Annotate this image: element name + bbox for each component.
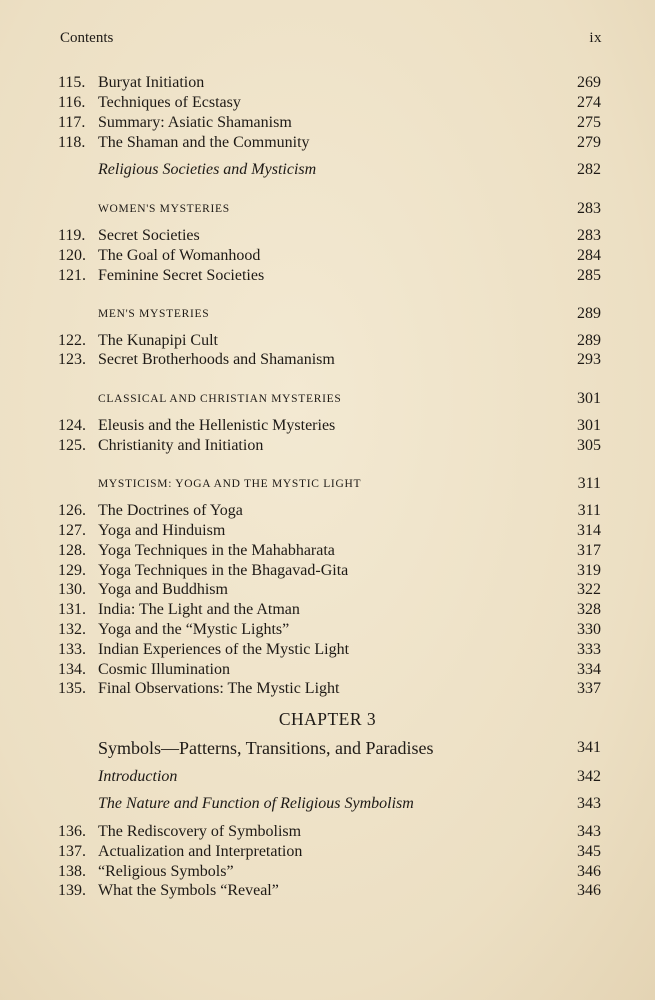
toc-entry-number: 122. (58, 332, 86, 349)
toc-entry (58, 679, 601, 699)
toc-entry-title: What the Symbols “Reveal” (98, 882, 279, 899)
toc-entry-title: Cosmic Illumination (98, 661, 230, 678)
toc-entry (58, 113, 601, 133)
toc-entry (58, 226, 601, 246)
toc-entry-title: Christianity and Initiation (98, 437, 264, 454)
toc-entry-number: 128. (58, 542, 86, 559)
toc-entry-title: India: The Light and the Atman (98, 601, 300, 618)
toc-entry-number: 132. (58, 621, 86, 638)
toc-entry-number: 121. (58, 267, 86, 284)
toc-entry-title: The Doctrines of Yoga (98, 502, 243, 519)
toc-entry-title: Introduction (98, 768, 178, 785)
toc-entry-number: 125. (58, 437, 86, 454)
toc-entry-title: Buryat Initiation (98, 74, 205, 91)
toc-entry-page: 333 (577, 641, 601, 658)
toc-section-heading (58, 738, 601, 758)
toc-entry-number: 126. (58, 502, 86, 519)
toc-entry-page: 275 (577, 114, 601, 131)
toc-entry-title: Eleusis and the Hellenistic Mysteries (98, 417, 336, 434)
toc-entry (58, 842, 601, 862)
toc-entry (58, 436, 601, 456)
toc-entry-title: Yoga and the “Mystic Lights” (98, 621, 290, 638)
toc-entry-title: Symbols—Patterns, Transitions, and Paradises (98, 738, 434, 758)
toc-entry-page: 289 (577, 305, 601, 322)
toc-entry-page: 282 (577, 161, 601, 178)
toc-entry (58, 416, 601, 436)
toc-entry (58, 266, 601, 286)
toc-entry (58, 501, 601, 521)
toc-entry-page: 289 (577, 332, 601, 349)
toc-entry (58, 881, 601, 901)
toc-entry-page: 311 (577, 502, 601, 519)
toc-section-heading (58, 767, 601, 787)
toc-entry-title: Yoga and Buddhism (98, 581, 228, 598)
toc-entry-title: The Rediscovery of Symbolism (98, 823, 302, 840)
toc-entry-title: The Shaman and the Community (98, 134, 310, 151)
toc-entry-number: 139. (58, 882, 86, 899)
toc-entry-page: 301 (577, 417, 601, 434)
toc-section-heading (58, 304, 601, 324)
toc-entry-title: “Religious Symbols” (98, 863, 234, 880)
toc-entry-page: 346 (577, 863, 601, 880)
toc-entry-page: 314 (577, 522, 601, 539)
toc-entry-page: 285 (577, 267, 601, 284)
page-number: ix (589, 30, 602, 46)
toc-entry (58, 640, 601, 660)
toc-entry-title: Yoga Techniques in the Bhagavad-Gita (98, 562, 349, 579)
toc-entry-number: 118. (58, 134, 86, 151)
toc-entry-page: 343 (577, 795, 601, 812)
toc-entry-number: 119. (58, 227, 86, 244)
toc-entry (58, 350, 601, 370)
toc-entry (58, 521, 601, 541)
toc-entry-page: 305 (577, 437, 601, 454)
toc-entry (58, 133, 601, 153)
toc-entry-page: 343 (577, 823, 601, 840)
toc-entry (58, 73, 601, 93)
toc-entry-page: 341 (577, 739, 601, 756)
toc-entry-page: 283 (577, 200, 601, 217)
toc-entry-title: Feminine Secret Societies (98, 267, 265, 284)
toc-entry-number: 124. (58, 417, 86, 434)
toc-entry-title: WOMEN'S MYSTERIES (98, 203, 230, 215)
toc-entry-page: 337 (577, 680, 601, 697)
toc-entry (58, 600, 601, 620)
toc-entry-title: Summary: Asiatic Shamanism (98, 114, 292, 131)
toc-section-heading (58, 794, 601, 814)
toc-entry-title: Religious Societies and Mysticism (98, 161, 317, 178)
toc-entry-number: 120. (58, 247, 86, 264)
toc-entry-page: 269 (577, 74, 601, 91)
toc-section-heading (58, 160, 601, 180)
toc-entry-title: Secret Brotherhoods and Shamanism (98, 351, 335, 368)
toc-entry-title: Yoga and Hinduism (98, 522, 226, 539)
toc-entry-page: 319 (577, 562, 601, 579)
toc-entry-number: 127. (58, 522, 86, 539)
toc-entry-page: 342 (577, 768, 601, 785)
toc-entry-title: Actualization and Interpretation (98, 843, 303, 860)
toc-entry-number: 136. (58, 823, 86, 840)
toc-entry-title: MYSTICISM: YOGA AND THE MYSTIC LIGHT (98, 478, 362, 490)
toc-entry-page: 283 (577, 227, 601, 244)
toc-entry-page: 311 (577, 475, 601, 492)
toc-entry-title: Techniques of Ecstasy (98, 94, 241, 111)
toc-entry-page: 322 (577, 581, 601, 598)
toc-entry-page: 328 (577, 601, 601, 618)
toc-entry (58, 660, 601, 680)
toc-entry-title: The Goal of Womanhood (98, 247, 261, 264)
toc-entry (58, 331, 601, 351)
toc-entry-number: 115. (58, 74, 86, 91)
toc-entry-title: Final Observations: The Mystic Light (98, 680, 340, 697)
toc-entry-number: 123. (58, 351, 86, 368)
toc-entry-number: 117. (58, 114, 86, 131)
toc-entry-page: 330 (577, 621, 601, 638)
running-head-title: Contents (60, 30, 114, 46)
toc-entry-number: 116. (58, 94, 86, 111)
toc-entry-page: 346 (577, 882, 601, 899)
toc-entry (58, 561, 601, 581)
toc-section-heading (58, 199, 601, 219)
toc-entry-page: 274 (577, 94, 601, 111)
toc-entry (58, 862, 601, 882)
toc-entry-number: 129. (58, 562, 86, 579)
toc-entry-page: 301 (577, 390, 601, 407)
toc-section-heading (58, 474, 601, 494)
toc-entry-page: 334 (577, 661, 601, 678)
toc-entry-number: 137. (58, 843, 86, 860)
chapter-heading: CHAPTER 3 (278, 709, 377, 729)
toc-entry-page: 284 (577, 247, 601, 264)
running-head (60, 30, 602, 50)
toc-entry (58, 541, 601, 561)
toc-entry-number: 134. (58, 661, 86, 678)
toc-entry-page: 293 (577, 351, 601, 368)
toc-entry-title: Secret Societies (98, 227, 200, 244)
toc-entry-page: 345 (577, 843, 601, 860)
toc-entry-number: 131. (58, 601, 86, 618)
toc-entry-page: 317 (577, 542, 601, 559)
toc-entry-title: Yoga Techniques in the Mahabharata (98, 542, 335, 559)
toc-entry (58, 822, 601, 842)
toc-entry-title: MEN'S MYSTERIES (98, 308, 210, 320)
toc-entry (58, 93, 601, 113)
toc-entry-number: 130. (58, 581, 86, 598)
toc-entry-number: 133. (58, 641, 86, 658)
toc-entry-number: 135. (58, 680, 86, 697)
toc-entry-number: 138. (58, 863, 86, 880)
toc-entry-title: The Kunapipi Cult (98, 332, 218, 349)
toc-entry (58, 620, 601, 640)
toc-entry-title: CLASSICAL AND CHRISTIAN MYSTERIES (98, 393, 342, 405)
toc-entry-title: Indian Experiences of the Mystic Light (98, 641, 350, 658)
toc-entry (58, 246, 601, 266)
toc-entry-title: The Nature and Function of Religious Symbolism (98, 795, 414, 812)
toc-entry-page: 279 (577, 134, 601, 151)
toc-entry (58, 580, 601, 600)
toc-section-heading (58, 389, 601, 409)
